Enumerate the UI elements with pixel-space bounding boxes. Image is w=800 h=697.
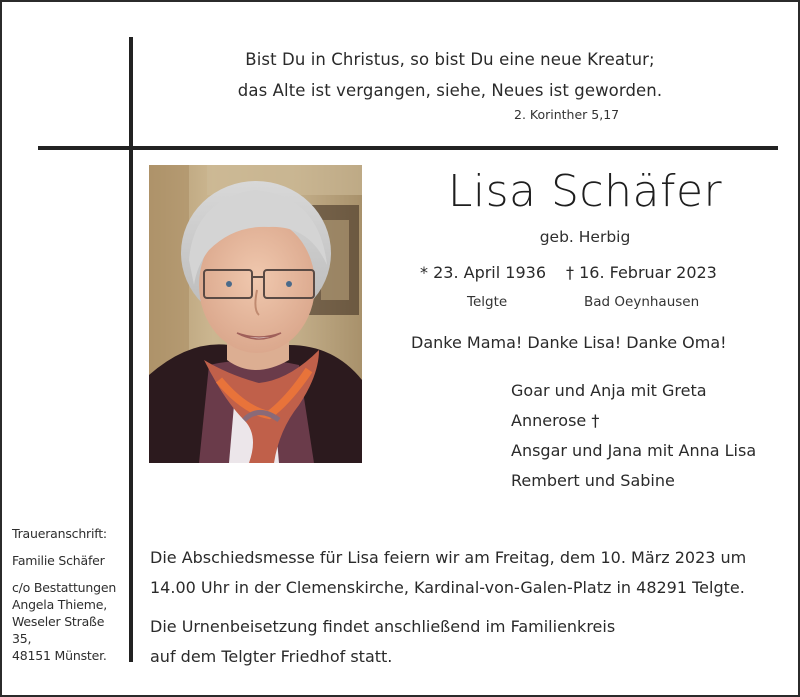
service-line: Die Abschiedsmesse für Lisa feiern wir am Freitag, dem 10. März 2023 um (150, 548, 747, 567)
address-family: Familie Schäfer (12, 553, 105, 568)
address-line: c/o Bestattungen (12, 580, 117, 595)
funeral-service-info (150, 543, 746, 603)
maiden-name: geb. Herbig (539, 228, 631, 246)
burial-line: Die Urnenbeisetzung findet anschließend im Familienkreis (150, 617, 616, 636)
thanks-message: Danke Mama! Danke Lisa! Danke Oma! (411, 333, 727, 352)
condolence-address (12, 525, 127, 664)
portrait-image (149, 165, 362, 463)
address-line: Weseler Straße 35, (12, 614, 105, 646)
mourners-list (511, 376, 756, 496)
bible-verse (200, 44, 700, 106)
mourner-entry: Rembert und Sabine (511, 471, 675, 490)
birth-date: * 23. April 1936 (420, 263, 546, 282)
burial-line: auf dem Telgter Friedhof statt. (150, 647, 393, 666)
mourner-entry: Ansgar und Jana mit Anna Lisa (511, 441, 757, 460)
address-line: Angela Thieme, (12, 597, 107, 612)
mourner-entry: Annerose † (511, 411, 600, 430)
cross-vertical-bar (129, 37, 133, 662)
deceased-name: Lisa Schäfer (447, 166, 723, 217)
service-line: 14.00 Uhr in der Clemenskirche, Kardinal-von-Galen-Platz in 48291 Telgte. (150, 578, 745, 597)
verse-reference: 2. Korinther 5,17 (514, 107, 620, 122)
cross-horizontal-bar (38, 146, 778, 150)
mourner-entry: Goar und Anja mit Greta (511, 381, 707, 400)
birth-place: Telgte (467, 294, 508, 310)
burial-info (150, 612, 615, 672)
address-line: 48151 Münster. (12, 648, 107, 663)
death-date: † 16. Februar 2023 (566, 263, 717, 282)
address-label: Traueranschrift: (12, 526, 107, 541)
verse-line: Bist Du in Christus, so bist Du eine neue Kreatur; (245, 50, 655, 69)
portrait-photo (149, 165, 362, 463)
verse-line: das Alte ist vergangen, siehe, Neues ist geworden. (237, 81, 663, 100)
death-place: Bad Oeynhausen (584, 294, 700, 310)
